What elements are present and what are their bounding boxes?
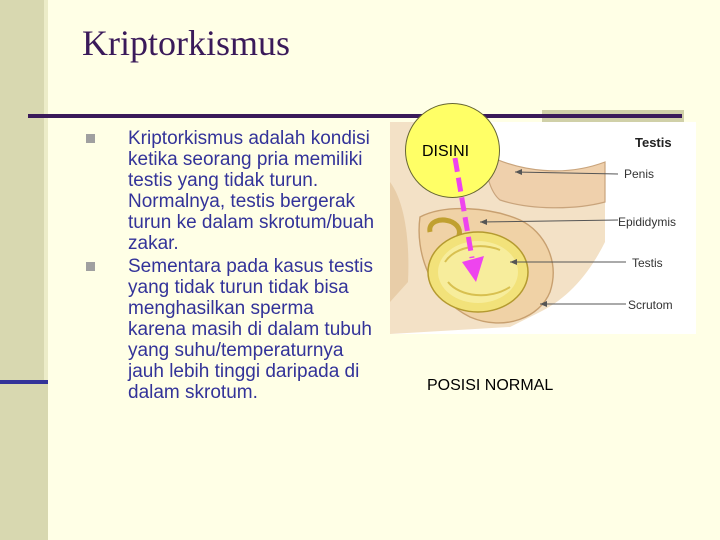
label-testis: Testis xyxy=(632,256,663,270)
bullet-text: Sementara pada kasus testis yang tidak turun tidak bisa menghasilkan sperma karena masih di dalam tubuh yang suhu/temperaturnya jauh lebih tinggi daripada di dalam skrotum. xyxy=(128,256,374,403)
highlight-text: DISINI xyxy=(422,143,470,160)
figure-heading: Testis xyxy=(635,135,672,150)
label-penis: Penis xyxy=(624,167,655,181)
figure-caption: POSISI NORMAL xyxy=(427,377,554,394)
label-scrotum: Scrutom xyxy=(628,298,673,312)
slide-title: Kriptorkismus xyxy=(82,23,291,63)
bullet-text: Kriptorkismus adalah kondisi ketika seorang pria memiliki testis yang tidak turun. Normalnya, testis bergerak turun ke dalam skrotum/buah zakar. xyxy=(128,128,375,254)
label-epididymis: Epididymis xyxy=(618,215,677,229)
